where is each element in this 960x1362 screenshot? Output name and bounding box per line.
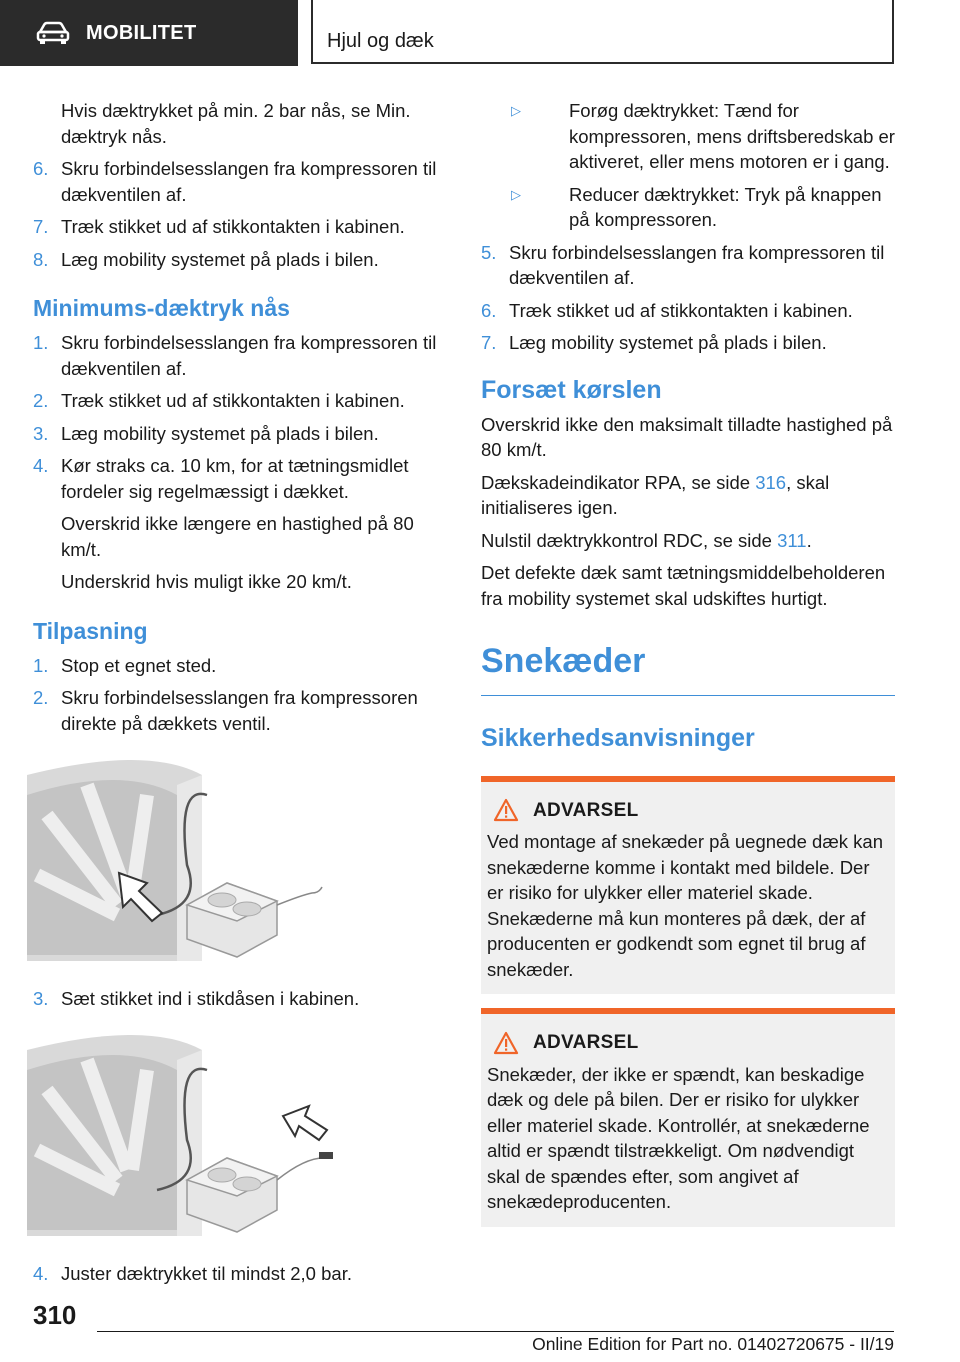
warning-header xyxy=(489,798,889,824)
step-number: 2. xyxy=(33,687,49,708)
paragraph: Dækskadeindikator RPA, se side 316, skal initialiseres igen. xyxy=(481,471,830,518)
warning-text: Snekæder, der ikke er spændt, kan beskadige dæk og dele på bilen. Der er risiko for ulykker eller materiel skade. Kontrollér, at snekæderne altid er spændt tilstrækkeligt. Om nødvendigt skal de spændes efter, som angivet af snekædeproducenten. xyxy=(487,1063,870,1212)
note-paragraph: Overskrid ikke længere en hastighed på 80 km/t. xyxy=(61,513,414,560)
list-item xyxy=(33,986,453,1012)
heading-safety-instructions: Sikkerhedsanvisninger xyxy=(481,724,755,752)
warning-box xyxy=(481,1008,895,1227)
warning-title: ADVARSEL xyxy=(533,799,639,821)
step-number: 5. xyxy=(481,241,497,263)
list-item xyxy=(33,653,453,679)
triangle-bullet-icon: ▷ xyxy=(511,186,521,202)
section-tab xyxy=(0,0,298,66)
sub-item-text: Forøg dæktrykket: Tænd for kompressoren, mens driftsberedskab er aktiveret, eller mens motoren er i gang. xyxy=(569,100,895,172)
step-number: 1. xyxy=(33,654,49,676)
compressor-plug-illustration xyxy=(27,1030,337,1236)
warning-text: Ved montage af snekæder på uegnede dæk kan snekæderne komme i kontakt med bildele. Der er risiko for ulykker eller materiel skade. Snekæderne må kun monteres på dæk, der af producenten er godkendt som egnet til brug af snekæder. xyxy=(487,831,883,980)
triangle-bullet-icon: ▷ xyxy=(511,103,521,118)
sub-list-item xyxy=(481,182,895,233)
edition-text: Online Edition for Part no. 01402720675 - II/19 xyxy=(532,1334,894,1354)
list-item xyxy=(33,214,453,240)
step-number: 6. xyxy=(481,299,497,321)
list-item xyxy=(481,298,895,324)
step-text: Skru forbindelsesslangen fra kompressoren til dækventilen af. xyxy=(61,158,437,205)
list-item xyxy=(481,330,895,356)
step-number: 7. xyxy=(481,332,497,353)
page-link-311[interactable]: 311 xyxy=(777,529,807,551)
right-column xyxy=(481,98,895,1241)
step-text: Skru forbindelsesslangen fra kompressoren direkte på dækkets ventil. xyxy=(61,687,418,734)
warning-triangle-icon xyxy=(493,798,519,822)
list-item xyxy=(33,453,453,504)
step-number: 4. xyxy=(33,1262,49,1284)
footer-divider xyxy=(97,1331,894,1332)
step-text: Læg mobility systemet på plads i bilen. xyxy=(61,422,379,444)
step-number: 3. xyxy=(33,987,49,1009)
sub-list-item xyxy=(481,98,895,175)
car-icon xyxy=(36,21,70,45)
step-text: Sæt stikket ind i stikdåsen i kabinen. xyxy=(61,987,360,1009)
warning-title: ADVARSEL xyxy=(533,1032,639,1053)
page-number: 310 xyxy=(33,1300,77,1330)
list-item xyxy=(481,240,895,291)
step-number: 4. xyxy=(33,455,49,476)
step-number: 1. xyxy=(33,332,49,353)
warning-box xyxy=(481,776,895,995)
heading-continue-driving: Forsæt kørslen xyxy=(481,375,662,404)
heading-adjustment: Tilpasning xyxy=(33,617,148,644)
step-text: Læg mobility systemet på plads i bilen. xyxy=(61,248,379,270)
list-item xyxy=(33,1261,453,1287)
intro-paragraph: Hvis dæktrykket på min. 2 bar nås, se Min. dæktryk nås. xyxy=(61,100,411,147)
list-item xyxy=(33,685,453,736)
list-item xyxy=(33,388,453,414)
step-text: Træk stikket ud af stikkontakten i kabinen. xyxy=(61,216,405,237)
step-number: 3. xyxy=(33,422,49,444)
list-item xyxy=(33,421,453,447)
step-text: Læg mobility systemet på plads i bilen. xyxy=(509,332,827,353)
list-item xyxy=(33,156,453,207)
section-label: MOBILITET xyxy=(86,21,197,44)
heading-minimum-pressure: Minimums-dæktryk nås xyxy=(33,295,290,321)
chapter-title-box xyxy=(311,0,894,64)
step-text: Stop et egnet sted. xyxy=(61,654,217,676)
list-item xyxy=(33,330,453,381)
step-text: Kør straks ca. 10 km, for at tætningsmidlet fordeler sig regelmæssigt i dækket. xyxy=(61,455,409,502)
warning-triangle-icon xyxy=(493,1031,519,1055)
step-text: Skru forbindelsesslangen fra kompressoren til dækventilen af. xyxy=(61,332,437,379)
compressor-valve-illustration xyxy=(27,755,337,961)
step-text: Træk stikket ud af stikkontakten i kabinen. xyxy=(509,299,853,321)
page-header xyxy=(0,0,960,66)
heading-snow-chains: Snekæder xyxy=(481,641,895,696)
step-number: 2. xyxy=(33,390,49,411)
chapter-title: Hjul og dæk xyxy=(327,30,434,52)
list-item xyxy=(33,247,453,273)
step-number: 8. xyxy=(33,248,49,270)
paragraph: Nulstil dæktrykkontrol RDC, se side 311. xyxy=(481,529,812,551)
sub-item-text: Reducer dæktrykket: Tryk på knappen på kompressoren. xyxy=(569,183,882,230)
paragraph: Overskrid ikke den maksimalt tilladte hastighed på 80 km/t. xyxy=(481,413,893,460)
page-link-316[interactable]: 316 xyxy=(755,471,787,493)
paragraph: Det defekte dæk samt tætningsmiddelbeholderen fra mobility systemet skal udskiftes hurtigt. xyxy=(481,562,886,609)
step-text: Juster dæktrykket til mindst 2,0 bar. xyxy=(61,1262,352,1284)
note-paragraph: Underskrid hvis muligt ikke 20 km/t. xyxy=(61,571,352,592)
left-column xyxy=(33,98,453,1293)
warning-header xyxy=(489,1030,889,1056)
step-text: Skru forbindelsesslangen fra kompressoren til dækventilen af. xyxy=(509,241,885,288)
step-number: 7. xyxy=(33,216,49,237)
step-text: Træk stikket ud af stikkontakten i kabinen. xyxy=(61,390,405,411)
step-number: 6. xyxy=(33,158,49,179)
